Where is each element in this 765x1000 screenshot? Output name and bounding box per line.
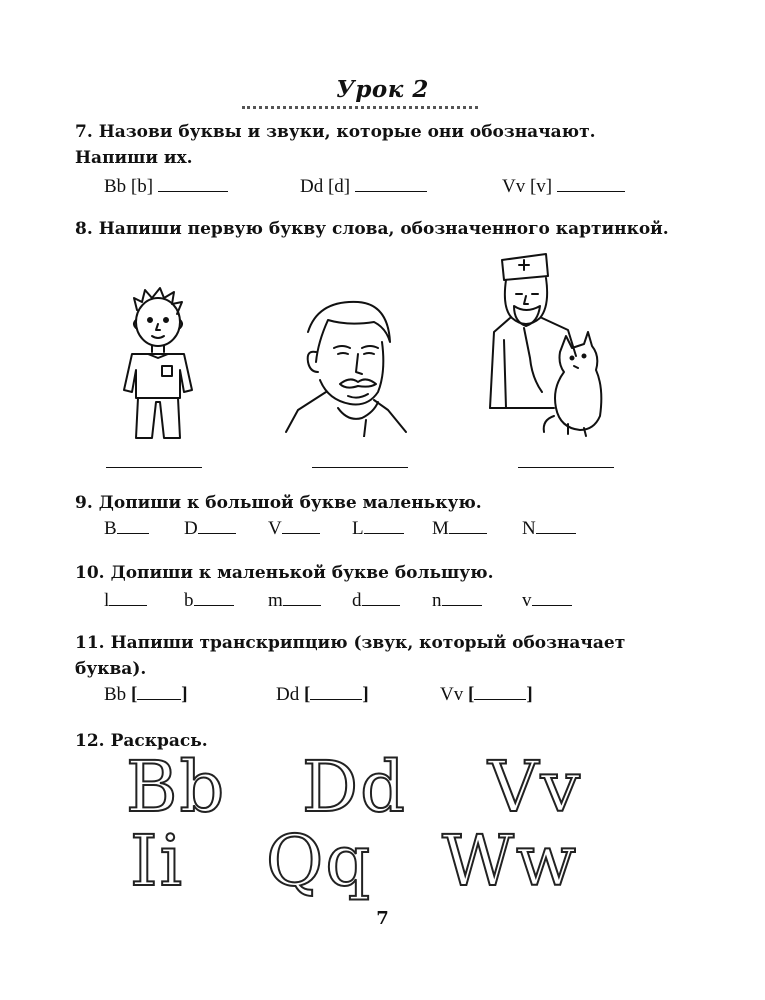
task-11-item-label: Dd [276, 684, 300, 705]
task-8-heading [75, 219, 669, 239]
task-10-letter: v [522, 590, 532, 611]
task-10-item [522, 589, 572, 612]
outline-letters-vv[interactable]: Vv [488, 746, 583, 828]
task-11-item-label: Bb [104, 684, 127, 705]
task-9-item [268, 517, 320, 540]
task-7-line2: Напиши их. [75, 148, 193, 168]
transcription-blank[interactable] [310, 683, 362, 700]
answer-blank[interactable] [194, 589, 234, 606]
transcription-blank[interactable] [137, 683, 181, 700]
task-9-item [352, 517, 404, 540]
answer-blank[interactable] [362, 589, 400, 606]
answer-blank[interactable] [355, 175, 427, 192]
task-10-letter: l [104, 590, 110, 611]
answer-blank[interactable] [109, 589, 147, 606]
task-9-letter: L [352, 518, 364, 539]
answer-blank[interactable] [442, 589, 482, 606]
answer-blank[interactable] [532, 589, 572, 606]
task-11-item-label: Vv [440, 684, 464, 705]
task-7-line1 [75, 122, 596, 142]
outline-letters-ww[interactable]: Ww [442, 820, 578, 902]
task-9-text: Допиши к большой букве маленькую. [98, 493, 482, 513]
picture-1-answer-line[interactable] [106, 467, 202, 468]
task-10-letter: d [352, 590, 362, 611]
task-7-item-label: Vv [v] [502, 176, 553, 197]
task-9-letter: M [432, 518, 449, 539]
task-10-text: Допиши к маленькой букве большую. [110, 563, 494, 583]
task-9-item [184, 517, 236, 540]
task-7-number: 7. [75, 122, 93, 142]
task-9-item [522, 517, 576, 540]
answer-blank[interactable] [449, 517, 487, 534]
answer-blank[interactable] [536, 517, 576, 534]
transcription-blank[interactable] [474, 683, 526, 700]
task-10-item [352, 589, 400, 612]
boy-picture [112, 280, 202, 445]
man-face-picture [278, 292, 408, 437]
task-9-item [104, 517, 149, 540]
task-9-number: 9. [75, 493, 93, 513]
task-8-number: 8. [75, 219, 93, 239]
task-7-item-label: Bb [b] [104, 176, 154, 197]
task-9-letter: N [522, 518, 536, 539]
task-11-line1 [75, 633, 625, 653]
task-12-number: 12. [75, 731, 105, 751]
task-7-item-label: Dd [d] [300, 176, 351, 197]
task-11-line2: буква). [75, 659, 147, 679]
task-10-item [184, 589, 234, 612]
task-7-text: Назови буквы и звуки, которые они обозначают. [98, 122, 596, 142]
task-7-item-dd [300, 175, 427, 198]
task-12-text: Раскрась. [110, 731, 208, 751]
task-9-heading [75, 493, 482, 513]
outline-letters-bb[interactable]: Bb [126, 746, 227, 828]
task-10-item [268, 589, 321, 612]
doctor-dog-picture [484, 248, 612, 440]
task-11-text: Напиши транскрипцию (звук, который обозначает [110, 633, 626, 653]
task-11-number: 11. [75, 633, 105, 653]
answer-blank[interactable] [117, 517, 149, 534]
task-9-letter: V [268, 518, 282, 539]
task-7-item-bb [104, 175, 228, 198]
task-9-item [432, 517, 487, 540]
task-7-item-vv [502, 175, 625, 198]
task-10-number: 10. [75, 563, 105, 583]
task-10-heading [75, 563, 494, 583]
task-10-letter: m [268, 590, 283, 611]
title-dotted-underline [242, 106, 478, 109]
answer-blank[interactable] [557, 175, 625, 192]
task-10-item [104, 589, 147, 612]
outline-letters-ii[interactable]: Ii [130, 820, 185, 902]
picture-2-answer-line[interactable] [312, 467, 408, 468]
task-10-item [432, 589, 482, 612]
task-10-letter: n [432, 590, 442, 611]
lesson-title: Урок 2 [336, 76, 429, 103]
answer-blank[interactable] [283, 589, 321, 606]
task-11-item-vv: Vv [ ] [440, 684, 533, 705]
task-11-item-bb: Bb [ ] [104, 684, 188, 705]
task-10-letter: b [184, 590, 194, 611]
task-9-letter: B [104, 518, 117, 539]
answer-blank[interactable] [282, 517, 320, 534]
answer-blank[interactable] [364, 517, 404, 534]
task-11-item-dd: Dd [ ] [276, 684, 369, 705]
answer-blank[interactable] [158, 175, 228, 192]
picture-3-answer-line[interactable] [518, 467, 614, 468]
task-9-letter: D [184, 518, 198, 539]
outline-letters-qq[interactable]: Qq [266, 820, 373, 902]
task-8-text: Напиши первую букву слова, обозначенного картинкой. [98, 219, 669, 239]
outline-letters-dd[interactable]: Dd [302, 746, 407, 828]
answer-blank[interactable] [198, 517, 236, 534]
page-number: 7 [376, 908, 389, 929]
